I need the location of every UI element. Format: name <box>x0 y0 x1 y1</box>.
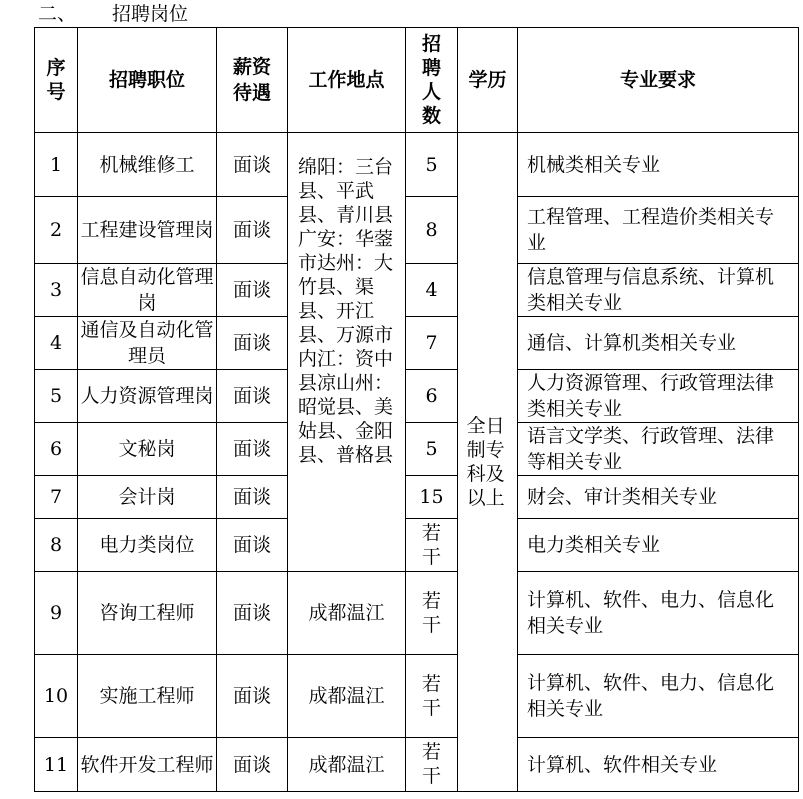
count-cell: 4 <box>406 264 458 317</box>
seq-cell: 4 <box>35 317 78 370</box>
location-cell-group: 绵阳：三台县、平武县、青川县广安：华蓥市达州：大竹县、渠县、开江县、万源市内江：资中县凉山州：昭觉县、美姑县、金阳县、普格县 <box>288 133 406 572</box>
position-cell: 会计岗 <box>78 476 217 519</box>
position-cell: 软件开发工程师 <box>78 738 217 792</box>
seq-cell: 7 <box>35 476 78 519</box>
count-cell: 5 <box>406 133 458 197</box>
salary-cell: 面谈 <box>217 655 288 738</box>
seq-cell: 5 <box>35 370 78 423</box>
major-cell: 财会、审计类相关专业 <box>518 476 799 519</box>
table-row <box>35 197 799 264</box>
location-cell: 成都温江 <box>288 655 406 738</box>
position-cell: 通信及自动化管理员 <box>78 317 217 370</box>
table-row <box>35 572 799 655</box>
position-cell: 机械维修工 <box>78 133 217 197</box>
salary-cell: 面谈 <box>217 519 288 572</box>
position-cell: 文秘岗 <box>78 423 217 476</box>
major-cell: 人力资源管理、行政管理法律类相关专业 <box>518 370 799 423</box>
seq-cell: 11 <box>35 738 78 792</box>
major-cell: 工程管理、工程造价类相关专业 <box>518 197 799 264</box>
count-cell: 5 <box>406 423 458 476</box>
table-row <box>35 317 799 370</box>
seq-cell: 9 <box>35 572 78 655</box>
position-cell: 工程建设管理岗 <box>78 197 217 264</box>
header-salary: 薪资待遇 <box>217 28 288 133</box>
major-cell: 通信、计算机类相关专业 <box>518 317 799 370</box>
count-cell: 6 <box>406 370 458 423</box>
seq-cell: 1 <box>35 133 78 197</box>
position-cell: 信息自动化管理岗 <box>78 264 217 317</box>
major-cell: 信息管理与信息系统、计算机类相关专业 <box>518 264 799 317</box>
salary-cell: 面谈 <box>217 370 288 423</box>
seq-cell: 6 <box>35 423 78 476</box>
header-count: 招聘人数 <box>406 28 458 133</box>
salary-cell: 面谈 <box>217 133 288 197</box>
table-row <box>35 133 799 197</box>
salary-cell: 面谈 <box>217 476 288 519</box>
table-row <box>35 476 799 519</box>
count-cell: 7 <box>406 317 458 370</box>
major-cell: 计算机、软件、电力、信息化相关专业 <box>518 572 799 655</box>
table-row <box>35 738 799 792</box>
major-cell: 计算机、软件相关专业 <box>518 738 799 792</box>
header-location: 工作地点 <box>288 28 406 133</box>
salary-cell: 面谈 <box>217 317 288 370</box>
table-row <box>35 423 799 476</box>
count-cell: 15 <box>406 476 458 519</box>
salary-cell: 面谈 <box>217 197 288 264</box>
table-row <box>35 519 799 572</box>
header-education: 学历 <box>458 28 518 133</box>
position-cell: 人力资源管理岗 <box>78 370 217 423</box>
seq-cell: 8 <box>35 519 78 572</box>
seq-cell: 2 <box>35 197 78 264</box>
major-cell: 计算机、软件、电力、信息化相关专业 <box>518 655 799 738</box>
table-row <box>35 370 799 423</box>
table-row <box>35 264 799 317</box>
salary-cell: 面谈 <box>217 572 288 655</box>
header-seq: 序号 <box>35 28 78 133</box>
header-major: 专业要求 <box>518 28 799 133</box>
section-number: 二、 <box>38 3 77 25</box>
count-cell: 若干 <box>406 655 458 738</box>
major-cell: 机械类相关专业 <box>518 133 799 197</box>
major-cell: 语言文学类、行政管理、法律等相关专业 <box>518 423 799 476</box>
position-cell: 实施工程师 <box>78 655 217 738</box>
seq-cell: 10 <box>35 655 78 738</box>
header-position: 招聘职位 <box>78 28 217 133</box>
count-cell: 若干 <box>406 738 458 792</box>
location-cell: 成都温江 <box>288 738 406 792</box>
major-cell: 电力类相关专业 <box>518 519 799 572</box>
section-heading <box>38 0 188 28</box>
seq-cell: 3 <box>35 264 78 317</box>
salary-cell: 面谈 <box>217 264 288 317</box>
count-cell: 8 <box>406 197 458 264</box>
education-cell: 全日制专科及以上 <box>458 133 518 792</box>
count-cell: 若干 <box>406 519 458 572</box>
recruitment-table <box>34 27 799 792</box>
position-cell: 咨询工程师 <box>78 572 217 655</box>
salary-cell: 面谈 <box>217 738 288 792</box>
section-title: 招聘岗位 <box>112 3 189 25</box>
header-row <box>35 28 799 133</box>
position-cell: 电力类岗位 <box>78 519 217 572</box>
count-cell: 若干 <box>406 572 458 655</box>
table-row <box>35 655 799 738</box>
location-cell: 成都温江 <box>288 572 406 655</box>
salary-cell: 面谈 <box>217 423 288 476</box>
